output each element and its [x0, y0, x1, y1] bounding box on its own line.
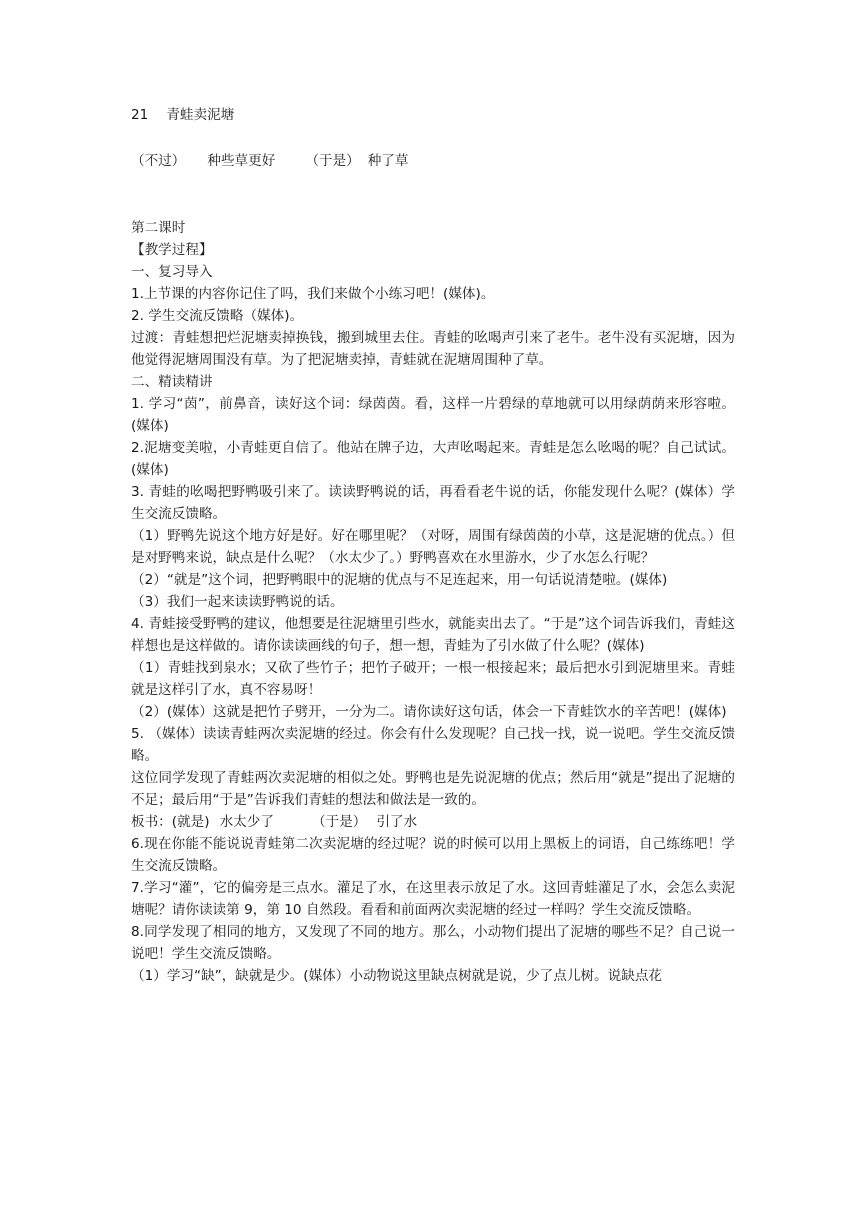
paragraph: 4. 青蛙接受野鸭的建议，他想要是往泥塘里引些水，就能卖出去了。“于是”这个词告诉我们，青蛙这样想也是这样做的。请你读读画线的句子，想一想，青蛙为了引水做了什么呢？(媒体) — [131, 616, 735, 654]
paragraph: 7.学习“灌”，它的偏旁是三点水。灌足了水，在这里表示放足了水。这回青蛙灌足了水，会怎么卖泥塘呢？请你读读第 9，第 10 自然段。看看和前面两次卖泥塘的经过一样吗？学生交流反馈略。 — [131, 880, 735, 918]
board-summary-top — [131, 150, 735, 172]
board-cell: (就是) — [171, 814, 210, 830]
paragraph: 2.泥塘变美啦，小青蛙更自信了。他站在牌子边，大声吆喝起来。青蛙是怎么吆喝的呢？自己试试。(媒体) — [131, 440, 735, 478]
paragraph: 6.现在你能不能说说青蛙第二次卖泥塘的经过呢？说的时候可以用上黑板上的词语，自己练练吧！学生交流反馈略。 — [131, 836, 735, 874]
paragraph: 2. 学生交流反馈略（媒体)。 — [131, 308, 304, 324]
paragraph: 5. （媒体）读读青蛙两次卖泥塘的经过。你会有什么发现呢？自己找一找，说一说吧。学生交流反馈略。 — [131, 726, 735, 764]
process-heading: 【教学过程】 — [131, 242, 213, 258]
paragraph: （1）青蛙找到泉水；又砍了些竹子；把竹子破开；一根一根接起来；最后把水引到泥塘里来。青蛙就是这样引了水，真不容易呀！ — [131, 660, 735, 698]
board-cell: 水太少了 — [219, 814, 274, 830]
lesson-title — [131, 104, 735, 126]
board-cell: 种了草 — [367, 153, 409, 169]
board-cell: （于是） — [311, 814, 367, 830]
paragraph: 1.上节课的内容你记住了吗，我们来做个小练习吧！(媒体)。 — [131, 286, 495, 302]
board-label: 板书： — [131, 814, 172, 830]
board-cell: 引了水 — [376, 814, 418, 830]
paragraph: （2）(媒体）这就是把竹子劈开，一分为二。请你读好这句话，体会一下青蛙饮水的辛苦吧！(媒体) — [131, 704, 727, 720]
lesson-number: 21 — [131, 107, 149, 123]
board-summary-second — [131, 811, 735, 833]
paragraph: 过渡：青蛙想把烂泥塘卖掉换钱，搬到城里去住。青蛙的吆喝声引来了老牛。老牛没有买泥塘，因为他觉得泥塘周围没有草。为了把泥塘卖掉，青蛙就在泥塘周围种了草。 — [131, 330, 735, 368]
board-cell: （不过） — [131, 153, 186, 169]
lesson-body — [131, 217, 735, 987]
section-heading: 二、精读精讲 — [131, 374, 213, 390]
paragraph: （1）学习“缺”，缺就是少。(媒体）小动物说这里缺点树就是说，少了点儿树。说缺点花 — [131, 968, 663, 984]
paragraph: 1. 学习“茵”，前鼻音，读好这个词：绿茵茵。看，这样一片碧绿的草地就可以用绿荫荫来形容啦。(媒体) — [131, 396, 735, 434]
section-heading: 一、复习导入 — [131, 264, 213, 280]
paragraph: （1）野鸭先说这个地方好是好。好在哪里呢？（对呀，周围有绿茵茵的小草，这是泥塘的优点。）但是对野鸭来说，缺点是什么呢？（水太少了。）野鸭喜欢在水里游水，少了水怎么行呢？ — [131, 528, 735, 566]
lesson-title-text: 青蛙卖泥塘 — [166, 107, 235, 123]
board-cell: （于是） — [305, 153, 360, 169]
paragraph: （3）我们一起来读读野鸭说的话。 — [131, 594, 344, 610]
paragraph: （2）“就是”这个词，把野鸭眼中的泥塘的优点与不足连起来，用一句话说清楚啦。(媒体) — [131, 572, 668, 588]
board-cell: 种些草更好 — [207, 153, 276, 169]
paragraph: 3. 青蛙的吆喝把野鸭吸引来了。读读野鸭说的话，再看看老牛说的话，你能发现什么呢？(媒体）学生交流反馈略。 — [131, 484, 735, 522]
paragraph: 8.同学发现了相同的地方，又发现了不同的地方。那么，小动物们提出了泥塘的哪些不足？自己说一说吧！学生交流反馈略。 — [131, 924, 735, 962]
paragraph: 这位同学发现了青蛙两次卖泥塘的相似之处。野鸭也是先说泥塘的优点；然后用“就是”提出了泥塘的不足；最后用“于是”告诉我们青蛙的想法和做法是一致的。 — [131, 770, 735, 808]
period-heading: 第二课时 — [131, 220, 186, 236]
